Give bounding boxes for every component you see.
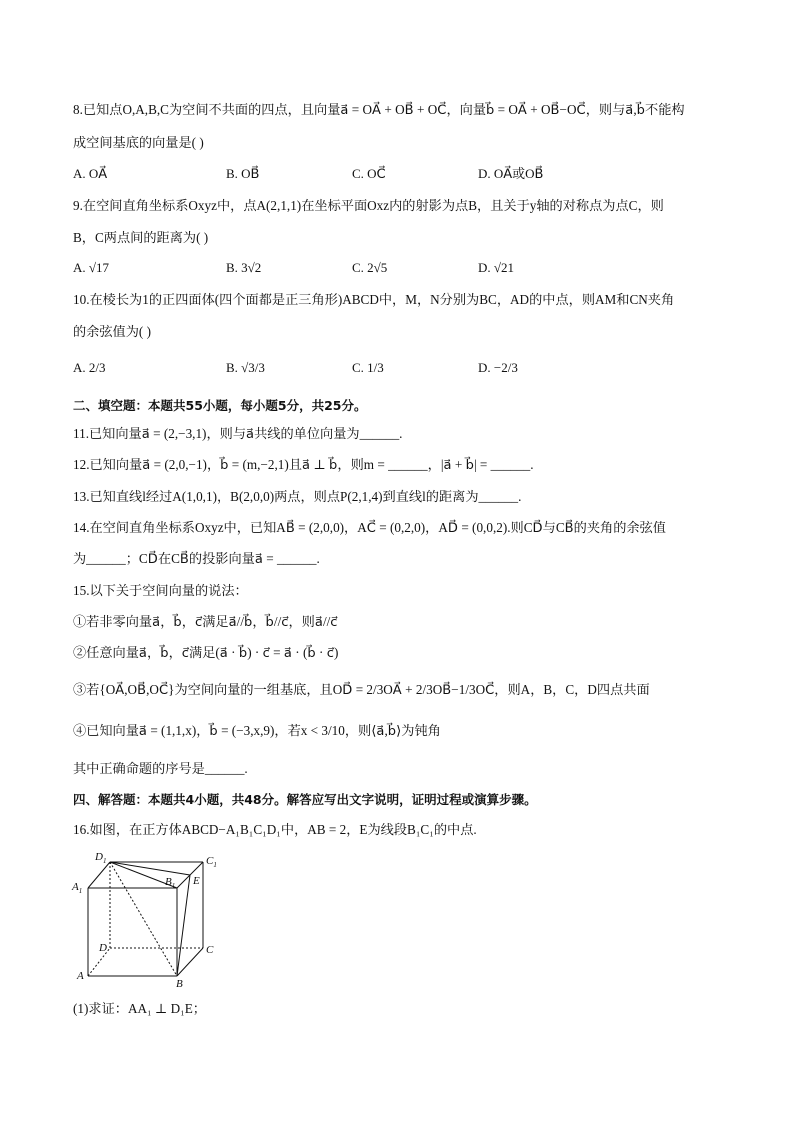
label-c: C xyxy=(206,944,214,956)
q10-option-d[interactable]: D. −2/3 xyxy=(478,360,518,375)
q12: 12.已知向量a⃗ = (2,0,−1)，b⃗ = (m,−2,1)且a⃗ ⊥ b⃗，则m = ______，|a⃗ + b⃗| = ______. xyxy=(73,457,534,472)
q11: 11.已知向量a⃗ = (2,−3,1)，则与a⃗共线的单位向量为______. xyxy=(73,426,403,441)
q15-statement-3: ③若{OA⃗,OB⃗,OC⃗}为空间向量的一组基底，且OD⃗ = 2/3OA⃗ + 2/3OB⃗−1/3OC⃗，则A，B，C，D四点共面 xyxy=(73,682,650,697)
q14-line2: 为______；CD⃗在CB⃗的投影向量a⃗ = ______. xyxy=(73,551,320,566)
q9-option-a[interactable]: A. √17 xyxy=(73,260,110,275)
label-b1: $B_1$ xyxy=(165,876,176,890)
q8-option-c[interactable]: C. OC⃗ xyxy=(352,166,386,181)
q15-intro: 15.以下关于空间向量的说法： xyxy=(73,583,248,598)
q8-line2: 成空间基底的向量是( ) xyxy=(73,135,204,150)
q10-line1: 10.在棱长为1的正四面体(四个面都是正三角形)ABCD中，M，N分别为BC，AD的中点，则AM和CN夹角 xyxy=(73,292,675,307)
label-b: B xyxy=(176,978,183,988)
q15-answer-prompt: 其中正确命题的序号是______. xyxy=(73,761,248,776)
q10-option-b[interactable]: B. √3/3 xyxy=(226,360,265,375)
q16-part1: (1)求证：AA₁ ⊥ D₁E； xyxy=(73,1001,206,1016)
q8-option-a[interactable]: A. OA⃗ xyxy=(73,166,108,181)
edge-a1-d1 xyxy=(88,862,110,888)
section-solution-heading: 四、解答题：本题共4小题，共48分。解答应写出文字说明，证明过程或演算步骤。 xyxy=(73,792,537,807)
q9-line2: B，C两点间的距离为( ) xyxy=(73,230,209,245)
segment-e-b xyxy=(177,875,190,976)
q9-option-d[interactable]: D. √21 xyxy=(478,260,515,275)
label-e: E xyxy=(193,875,200,887)
section-fill-in-heading: 二、填空题：本题共55小题，每小题5分，共25分。 xyxy=(73,398,367,413)
q13: 13.已知直线l经过A(1,0,1)，B(2,0,0)两点，则点P(2,1,4)到直线l的距离为______. xyxy=(73,489,522,504)
edge-b-c xyxy=(177,948,203,976)
q9-option-b[interactable]: B. 3√2 xyxy=(226,260,262,275)
q15-statement-2: ②任意向量a⃗，b⃗，c⃗满足(a⃗ · b⃗) · c⃗ = a⃗ · (b⃗ · c⃗) xyxy=(73,645,339,660)
label-d1: $D_1$ xyxy=(95,851,107,865)
cube-figure xyxy=(70,848,230,988)
q15-statement-4: ④已知向量a⃗ = (1,1,x)，b⃗ = (−3,x,9)，若x < 3/10，则⟨a⃗,b⃗⟩为钝角 xyxy=(73,723,441,738)
label-a: A xyxy=(77,970,84,982)
q16-stem: 16.如图，在正方体ABCD−A₁B₁C₁D₁中，AB = 2，E为线段B₁C₁的中点. xyxy=(73,822,477,837)
q8-option-d[interactable]: D. OA⃗或OB⃗ xyxy=(478,166,544,181)
q8-line1: 8.已知点O,A,B,C为空间不共面的四点，且向量a⃗ = OA⃗ + OB⃗ + OC⃗，向量b⃗ = OA⃗ + OB⃗−OC⃗，则与a⃗,b⃗不能构 xyxy=(73,102,685,117)
label-c1: $C_1$ xyxy=(206,855,217,869)
q14-line1: 14.在空间直角坐标系Oxyz中，已知AB⃗ = (2,0,0)，AC⃗ = (0,2,0)，AD⃗ = (0,0,2).则CD⃗与CB⃗的夹角的余弦值 xyxy=(73,520,666,535)
q9-option-c[interactable]: C. 2√5 xyxy=(352,260,388,275)
segment-d1-e xyxy=(110,862,190,875)
label-d: D xyxy=(99,942,107,954)
q9-line1: 9.在空间直角坐标系Oxyz中，点A(2,1,1)在坐标平面Oxz内的射影为点B，且关于y轴的对称点为点C，则 xyxy=(73,198,664,213)
q15-statement-1: ①若非零向量a⃗，b⃗，c⃗满足a⃗//b⃗，b⃗//c⃗，则a⃗//c⃗ xyxy=(73,614,338,629)
q10-option-a[interactable]: A. 2/3 xyxy=(73,360,106,375)
q10-line2: 的余弦值为( ) xyxy=(73,324,152,339)
q8-option-b[interactable]: B. OB⃗ xyxy=(226,166,260,181)
q10-option-c[interactable]: C. 1/3 xyxy=(352,360,384,375)
label-a1: $A_1$ xyxy=(72,881,83,895)
